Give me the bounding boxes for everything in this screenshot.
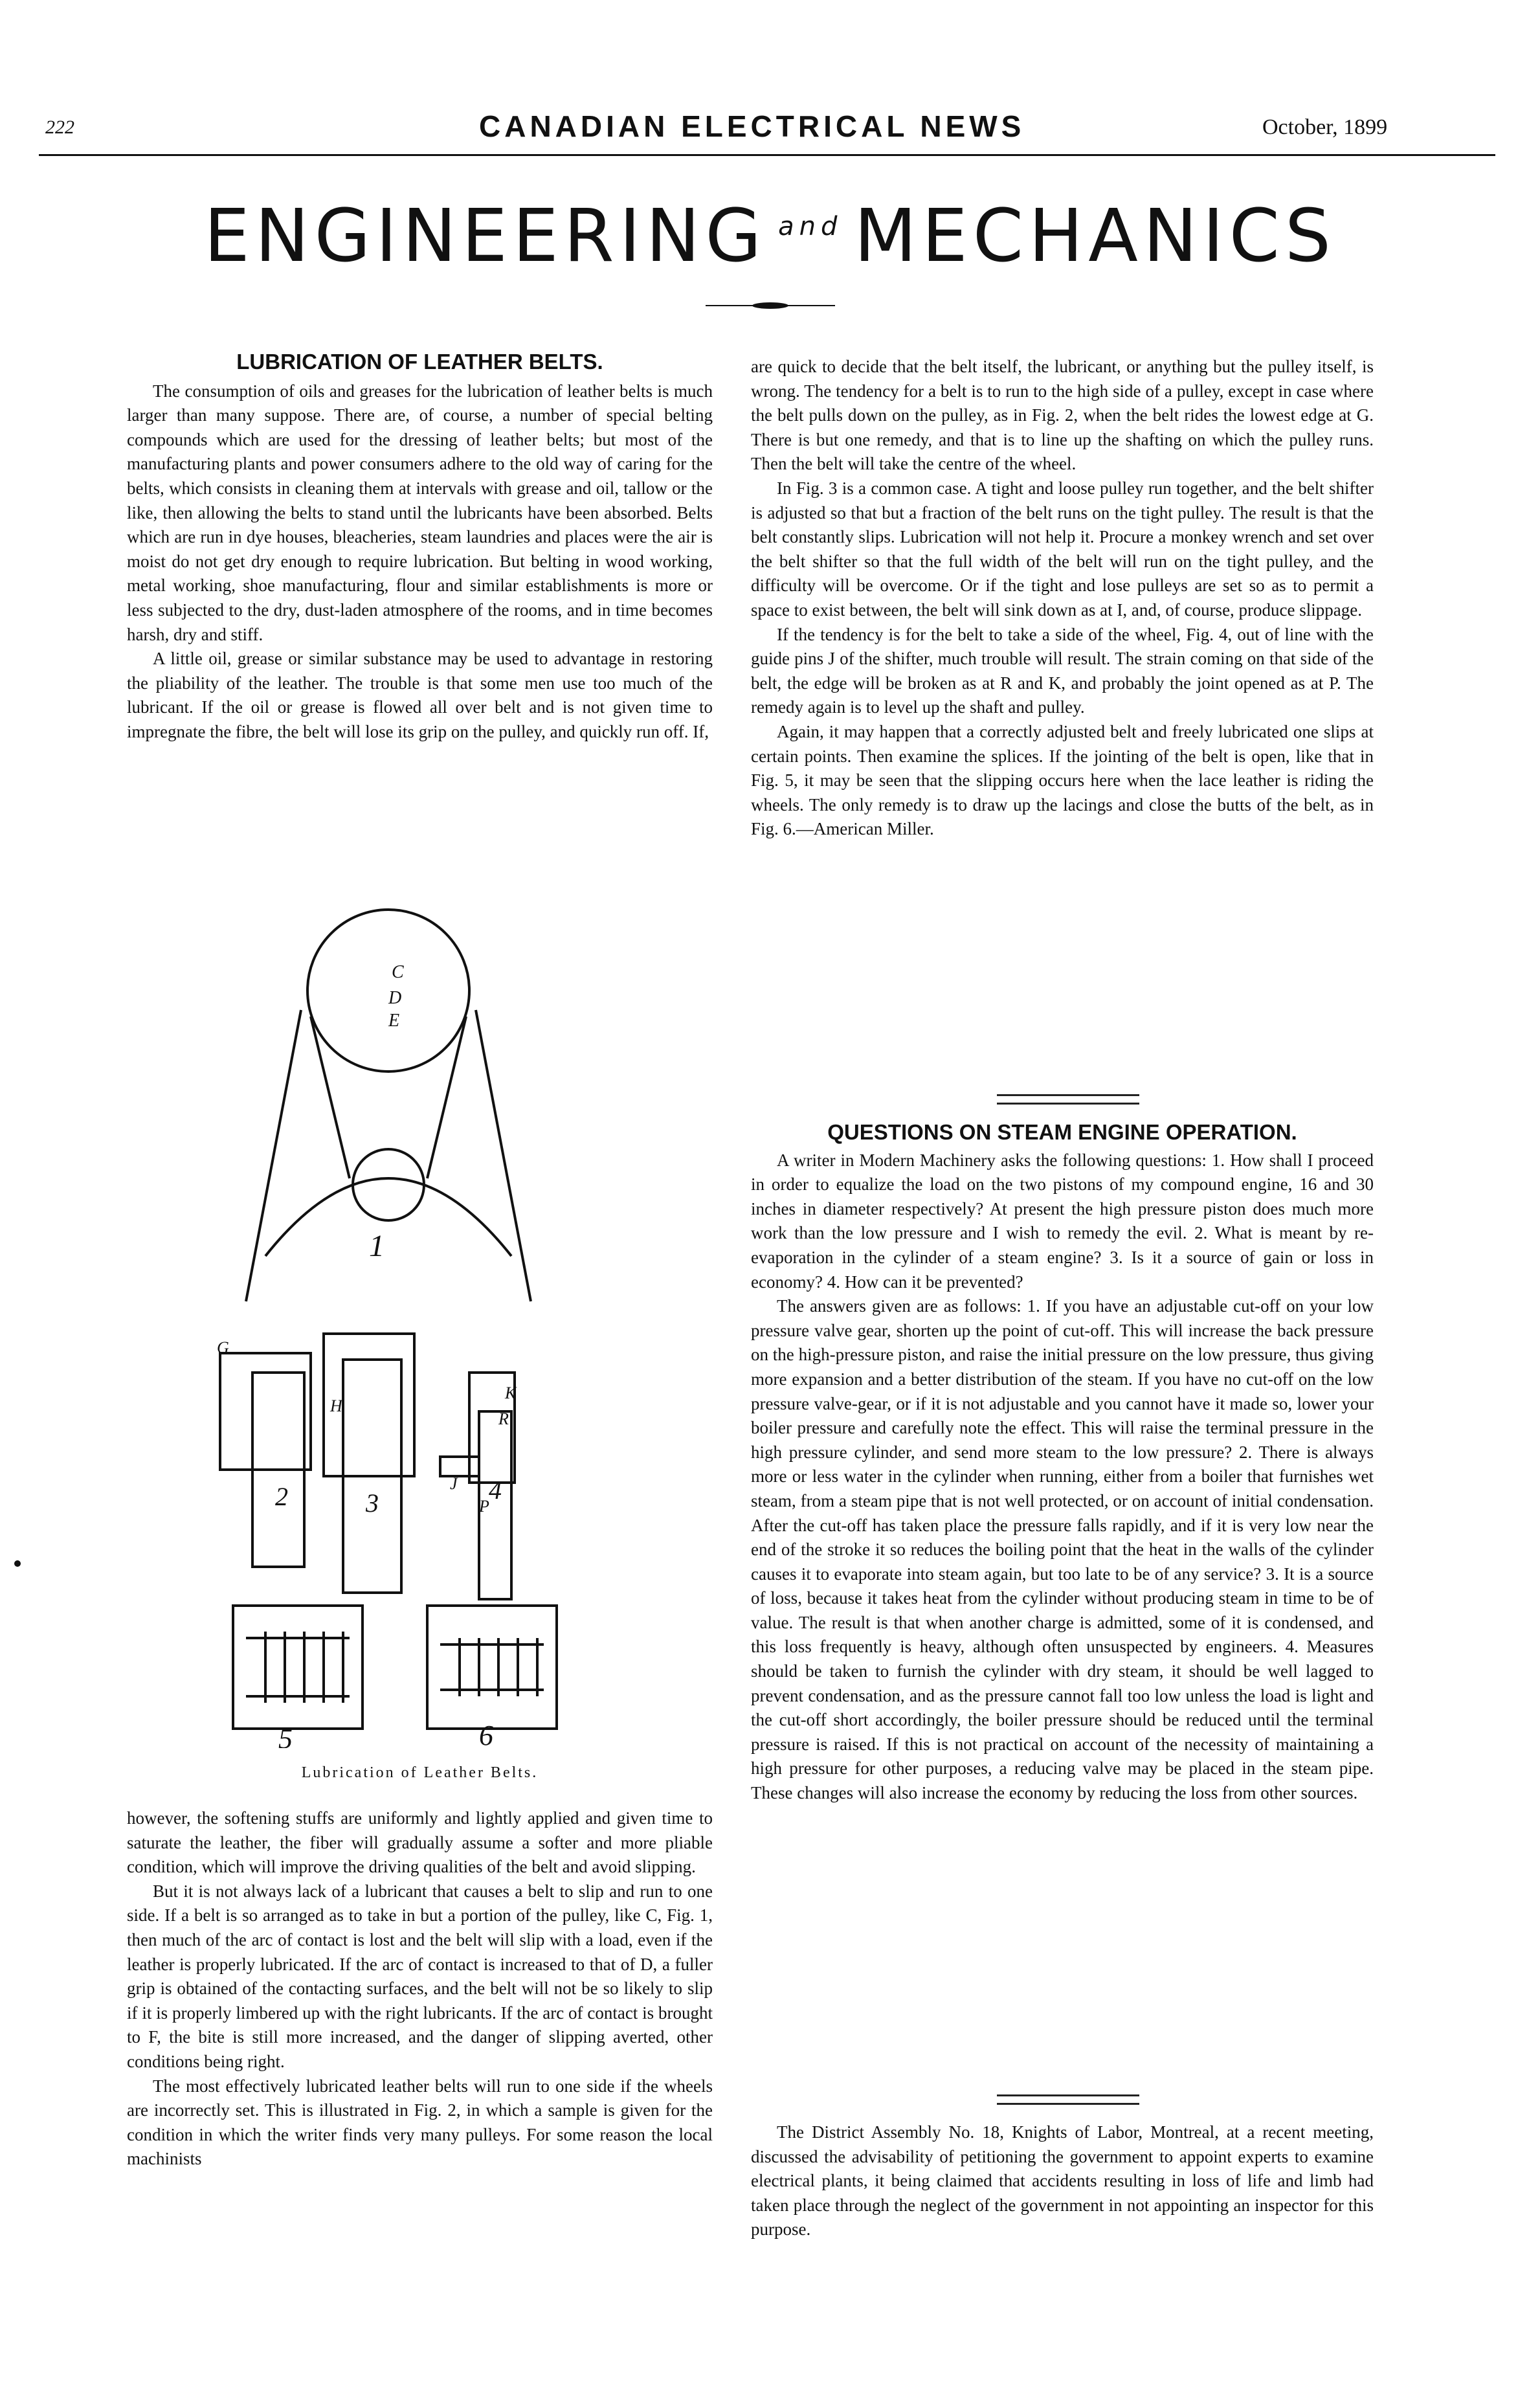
fig1-number: 1 — [369, 1229, 385, 1263]
label-p: P — [479, 1497, 489, 1516]
article3-para: The District Assembly No. 18, Knights of Labor, Montreal, at a recent meeting, discussed the advisability of petitioning the government to appoint experts to examine electrical plants, it being claimed that accidents resulting in loss of life and limb had taken place through the neglect of the government in not appointing an inspector for this purpose. — [751, 2122, 1374, 2239]
label-c: C — [392, 962, 404, 982]
section-heading — [0, 194, 1540, 278]
article1-para: Again, it may happen that a correctly adjusted belt and freely lubricated one slips at certain points. Then examine the splices. If the jointing of the belt is open, like that in Fig. 5, it may be seen that the slipping occurs here when the lace leather is riding the wheels. The only remedy is to draw up the lacings and close the butts of the belt, as in Fig. 6.—American Miller. — [751, 721, 1374, 839]
article3-col2 — [751, 2120, 1374, 2242]
issue-date: October, 1899 — [1262, 115, 1388, 139]
fig5-number: 5 — [278, 1723, 293, 1748]
figure-caption: Lubrication of Leather Belts. — [301, 1764, 539, 1781]
figure-1-pulleys — [246, 910, 531, 1301]
page-number: 222 — [45, 117, 74, 138]
article1-para: But it is not always lack of a lubricant that causes a belt to slip and run to one side. If a belt is so arranged as to take in but a portion of the pulley, like C, Fig. 1, then much of the arc of contact is lost and the belt will slip with a load, even if the leather is properly lubricated. If the arc of contact is increased to that of D, a fuller grip is obtained of the contacting surfaces, and the belt will not be so likely to slip if it is properly limbered up with the right lubricants. If the arc of contact is brought to F, the bite is still more increased, and the danger of slipping averted, other conditions being right. — [127, 1881, 713, 2071]
article1-para: If the tendency is for the belt to take a side of the wheel, Fig. 4, out of line with the guide pins J of the shifter, much trouble will result. The strain coming on that side of the belt, the edge will be broken as at R and K, and probably the joint opened as at P. The remedy again is to level up the shaft and pulley. — [751, 624, 1374, 717]
label-d: D — [388, 988, 402, 1008]
label-k: K — [505, 1384, 517, 1402]
label-r: R — [498, 1409, 509, 1428]
fig3-number: 3 — [366, 1488, 379, 1518]
article1-col1-top — [127, 350, 713, 745]
section-title-right: MECHANICS — [854, 194, 1336, 278]
ornament-flourish — [706, 301, 835, 310]
fig4-number: 4 — [489, 1476, 502, 1505]
article2-col2 — [751, 1120, 1374, 1806]
article1-col2 — [751, 355, 1374, 842]
label-e: E — [388, 1011, 400, 1031]
article2-title: QUESTIONS ON STEAM ENGINE OPERATION. — [827, 1120, 1297, 1144]
section-title-amp: and — [778, 212, 843, 241]
article1-para: however, the softening stuffs are uniformly and lightly applied and given time to saturate the leather, the fiber will gradually assume a softer and more pliable condition, which will improve the driving qualities of the belt and avoid slipping. — [127, 1808, 713, 1877]
margin-dot — [14, 1560, 21, 1567]
section-title-left: ENGINEERING — [204, 194, 767, 278]
figures-2-3-4 — [220, 1334, 515, 1599]
article1-col1-bottom — [127, 1806, 713, 2172]
article2-para: A writer in Modern Machinery asks the following questions: 1. How shall I proceed in order to equalize the load on the two pistons of my compound engine, 16 and 30 inches in diameter respectively? At present the high pressure piston does much more work than the low pressure and I wish to remedy the evil. 2. What is meant by re-evaporation in the cylinder of a steam engine? 3. Is it a source of gain or loss in economy? 4. How can it be prevented? — [751, 1150, 1374, 1292]
article1-para: The consumption of oils and greases for the lubrication of leather belts is much larger than many suppose. There are, of course, a number of special belting compounds which are used for the dressing of leather belts; but most of the manufacturing plants and power consumers adhere to the old way of caring for the belts, which consists in cleaning them at intervals with grease and oil, tallow or the like, then allowing the belts to stand until the lubricants have been absorbed. Belts which are run in dye houses, bleacheries, steam laundries and places were the air is moist do not get dry enough to require lubrication. But belting in wood working, metal working, shoe manufacturing, flour and similar establishments is more or less subjected to the dry, dust-laden atmosphere of the rooms, and in time becomes harsh, dry and stiff. — [127, 381, 713, 644]
journal-title: CANADIAN ELECTRICAL NEWS — [479, 109, 1025, 143]
article2-para: The answers given are as follows: 1. If you have an adjustable cut-off on your low pressure valve gear, shorten up the point of cut-off. This will increase the back pressure on the high-pressure piston, and raise the initial pressure on the low pressure, thus giving more expansion and a better distribution of the steam. If you have no cut-off on the low pressure valve-gear, or if it is not adjustable and you cannot have it made so, lower your boiler pressure and carefully note the effect. This will raise the terminal pressure in the high pressure cylinder, and send more steam to the low pressure? 2. There is always more or less water in the cylinder when running, either from a boiler that furnishes wet steam, from a steam pipe that is not well protected, or on account of initial condensation. After the cut-off has taken place the pressure falls rapidly, and if it is very low near the end of the stroke it so reduces the boiling point that the heat in the walls of the cylinder causes it to evaporate into steam again, but too late to be of any service? 3. It is a source of loss, because it takes heat from the cylinder without producing steam in time to be of value. The result is that when another charge is admitted, some of it is condensed, and this loss frequently is heavy, although often unsuspected by engineers. 4. Measures should be taken to furnish the cylinder with dry steam, it should be well lagged to prevent condensation, and as the pressure cannot fall too low unless the load is light and the cut-off short accordingly, the boiler pressure should be reduced until the terminal pressure is raised. If this is not practical on account of the necessity of maintaining a high pressure for other purposes, a reducing valve may be placed in the steam pipe. These changes will also increase the economy by reducing the loss from other sources. — [751, 1296, 1374, 1803]
article1-title: LUBRICATION OF LEATHER BELTS. — [236, 350, 603, 374]
article1-para: are quick to decide that the belt itself, the lubricant, or anything but the pulley itself, is wrong. The tendency for a belt is to run to the high side of a pulley, except in case where the belt pulls down on the pulley, as in Fig. 2, when the belt rides the lowest edge at G. There is but one remedy, and that is to line up the shafting on which the pulley runs. Then the belt will take the centre of the wheel. — [751, 357, 1374, 474]
belt-figures-illustration — [194, 906, 647, 1748]
article1-para: In Fig. 3 is a common case. A tight and loose pulley run together, and the belt shifter is adjusted so that but a fraction of the belt runs on the tight pulley. The result is that the belt constantly slips. Lubrication will not help it. Procure a monkey wrench and set over the belt shifter so that the full width of the belt will run on the tight pulley, and the difficulty will be overcome. Or if the tight and lose pulleys are set so as to permit a space to exist between, the belt will sink down as at I, and, of course, produce slippage. — [751, 478, 1374, 620]
article1-para: A little oil, grease or similar substance may be used to advantage in restoring the pliability of the leather. The trouble is that some men use too much of the lubricant. If the oil or grease is flowed all over belt and is not given time to impregnate the fibre, the belt will lose its grip on the pulley, and quickly run off. If, — [127, 649, 713, 741]
section-divider — [997, 1094, 1139, 1105]
label-h: H — [330, 1397, 342, 1415]
header-rule — [39, 154, 1495, 156]
figures-5-6-lacing — [233, 1606, 557, 1729]
section-divider — [997, 2094, 1139, 2105]
label-g: G — [217, 1338, 229, 1357]
label-j: J — [450, 1474, 458, 1493]
fig6-number: 6 — [479, 1720, 493, 1748]
article1-para: The most effectively lubricated leather belts will run to one side if the wheels are incorrectly set. This is illustrated in Fig. 2, in which a sample is given for the condition in which the writer finds very many pulleys. For some reason the local machinists — [127, 2076, 713, 2169]
fig2-number: 2 — [275, 1482, 288, 1511]
